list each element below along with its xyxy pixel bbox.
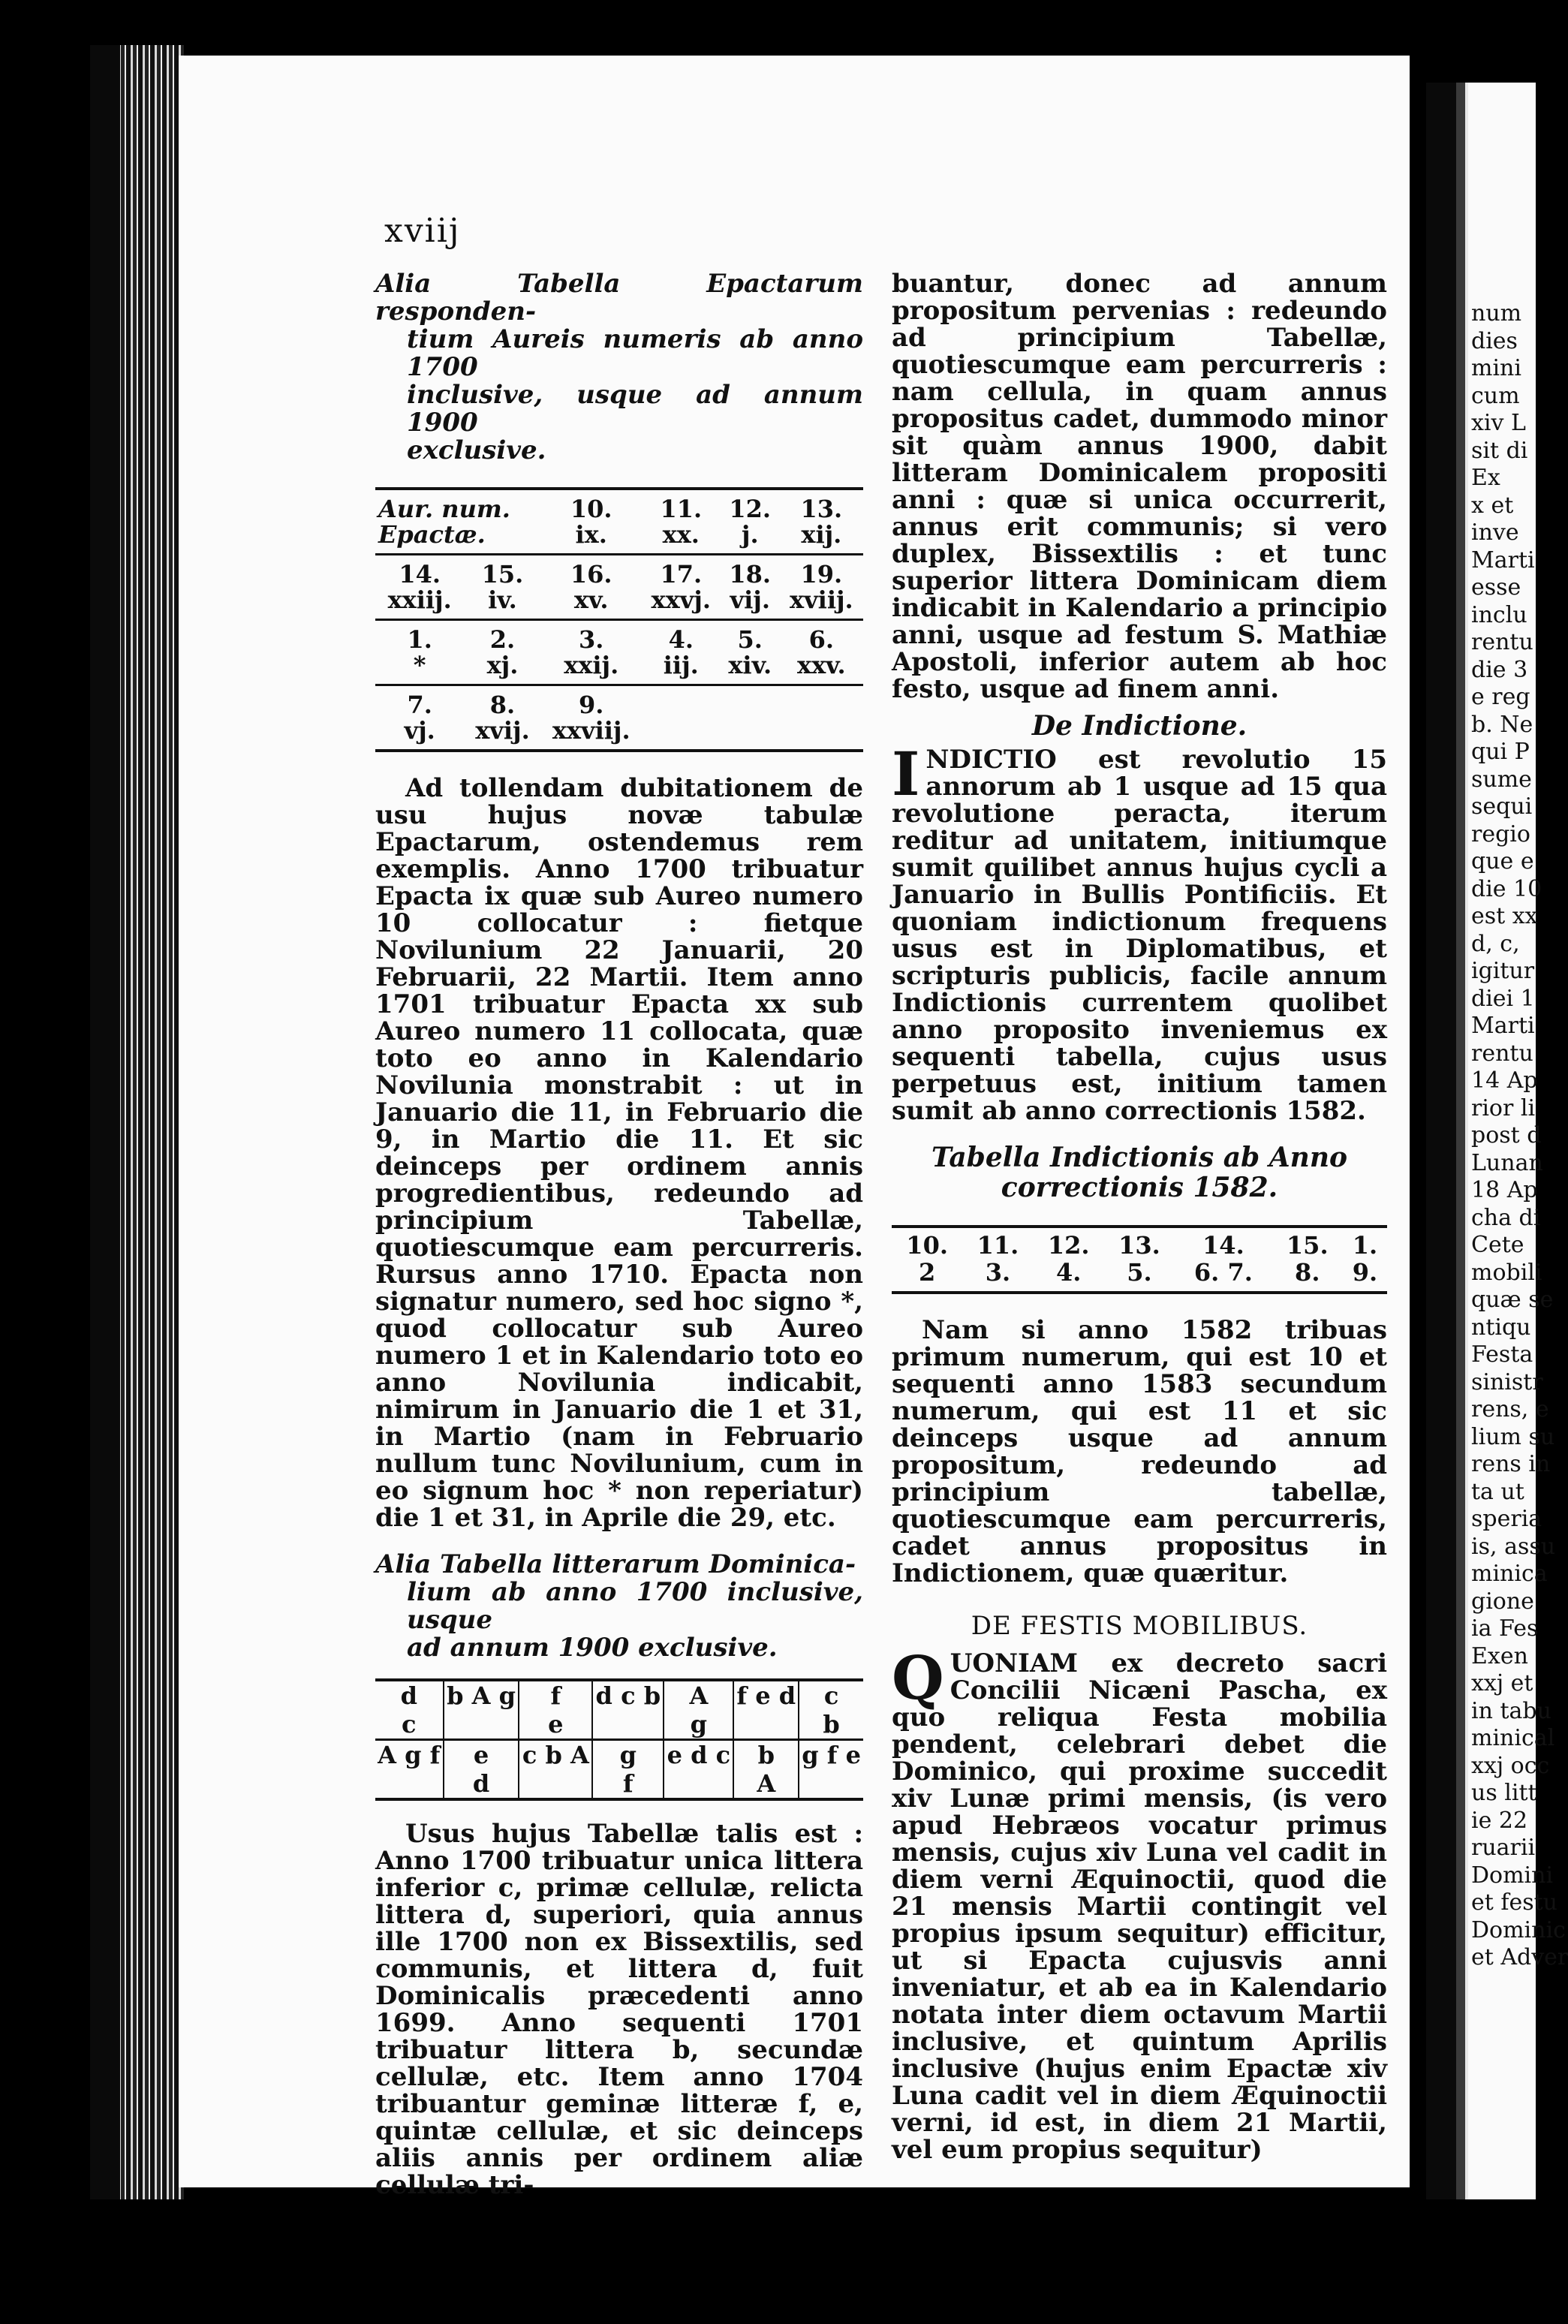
epact-cell: 13. — [800, 495, 843, 523]
epact-cell: xxiij. — [375, 587, 464, 620]
epact-cell: 11. — [660, 495, 703, 523]
epact-cell: 15. — [481, 560, 524, 589]
book-spine-shadow — [90, 45, 120, 2199]
dominical-cell: d c b — [592, 1680, 664, 1710]
facing-page-text-fragment: quæ se — [1471, 1287, 1554, 1313]
facing-page-text-fragment: Cete — [1471, 1232, 1524, 1258]
facing-page-text-fragment: Ex — [1471, 465, 1500, 491]
facing-page-text-fragment: lium su — [1471, 1423, 1555, 1450]
facing-page-text-fragment: Marti — [1471, 1013, 1535, 1039]
facing-page-text-fragment: Dominic — [1471, 1916, 1566, 1943]
epact-cell: xvij. — [475, 716, 530, 745]
facing-page-text-fragment: 14 Ap — [1471, 1067, 1538, 1094]
facing-page-text-fragment: Lunan — [1471, 1149, 1543, 1176]
facing-page-text-fragment: sequi — [1471, 793, 1533, 820]
facing-page-text-fragment: e reg — [1471, 684, 1530, 710]
indiction-cell: 2 — [919, 1258, 936, 1287]
epact-cell: xij. — [780, 522, 863, 555]
epact-cell: 3. — [579, 625, 604, 654]
epact-cell: 12. — [729, 495, 772, 523]
epact-cell: xxv. — [780, 652, 863, 685]
facing-page-text-fragment: speria — [1471, 1506, 1542, 1532]
dominical-cell: A g f — [375, 1740, 444, 1770]
facing-page-text-fragment: post d — [1471, 1122, 1542, 1148]
facing-page-text-fragment: sit di — [1471, 437, 1528, 464]
epact-cell: 6. — [808, 625, 835, 654]
epact-cell: 16. — [570, 560, 612, 589]
facing-page-text-fragment: cum — [1471, 382, 1520, 409]
indiction-cell: 11. — [977, 1231, 1019, 1260]
epact-cell: vij. — [721, 587, 780, 620]
epact-label-aur: Aur. num. — [378, 495, 510, 523]
dominical-cell — [799, 1769, 863, 1799]
facing-page-text-fragment: ta ut — [1471, 1478, 1524, 1505]
dominical-cell: A — [733, 1769, 799, 1799]
facing-page-text-fragment: mini — [1471, 355, 1521, 381]
epact-cell: 10. — [570, 495, 612, 523]
epact-cell: 8. — [489, 691, 516, 719]
indiction-cell: 5. — [1127, 1258, 1152, 1287]
facing-page-text-fragment: 18 Ap — [1471, 1177, 1538, 1203]
facing-page-text-fragment: d, c, — [1471, 930, 1520, 957]
dominical-cell — [519, 1769, 592, 1799]
facing-page-text-fragment: cha di — [1471, 1204, 1541, 1231]
facing-page-text-fragment: qui P — [1471, 739, 1530, 765]
dominical-table-heading: Alia Tabella litterarum Dominica- lium ab anno 1700 inclusive, usque ad annum 1900 exclusive. — [375, 1549, 863, 1663]
page-number: xviij — [384, 212, 461, 250]
indiction-cell: 9. — [1352, 1258, 1378, 1287]
facing-page-text-fragment: minical — [1471, 1725, 1555, 1751]
dominical-cell: A — [664, 1680, 733, 1710]
dominical-cell: g — [592, 1740, 664, 1770]
epact-cell: xiv. — [721, 652, 780, 685]
dominical-cell: e — [444, 1740, 519, 1770]
epact-table — [375, 487, 863, 752]
facing-page-text-fragment: igitur — [1471, 958, 1535, 984]
facing-page-text-fragment: ntiqu — [1471, 1314, 1531, 1341]
dominical-cell: g f e — [802, 1741, 861, 1769]
epact-cell: xxviij. — [552, 716, 631, 745]
epact-cell: 2. — [489, 625, 516, 654]
facing-page-text-fragment: x et — [1471, 492, 1514, 519]
dominical-cell: f — [592, 1769, 664, 1799]
indiction-cell: 6. 7. — [1193, 1258, 1253, 1287]
epact-cell: * — [375, 652, 464, 685]
epact-cell: j. — [721, 522, 780, 555]
facing-page-text-fragment: ie 22 — [1471, 1807, 1528, 1834]
facing-page-text-fragment: xiv L — [1471, 410, 1526, 436]
epact-cell: 5. — [737, 625, 763, 654]
facing-page-text-fragment: minica — [1471, 1561, 1548, 1587]
facing-page-text-fragment: et festu — [1471, 1889, 1557, 1916]
epact-cell: xxvj. — [642, 587, 721, 620]
indiction-cell: 1. — [1352, 1231, 1378, 1260]
facing-page-text-fragment: esse — [1471, 574, 1521, 601]
indiction-cell: 15. — [1286, 1231, 1329, 1260]
indiction-cell: 12. — [1047, 1231, 1090, 1260]
festis-mobilibus-heading: DE FESTIS MOBILIBUS. — [971, 1611, 1308, 1641]
drop-cap-q: Q — [892, 1642, 944, 1713]
dominical-cell: g — [664, 1710, 733, 1740]
dominical-cell — [444, 1710, 519, 1740]
dominical-explanation: Usus hujus Tabellæ talis est : Anno 1700 tribuatur unica littera inferior c, primæ cellulæ, relicta littera d, superiori, quia annus ille 1700 non ex Bissextilis, sed communis, et littera d, fuit Dominicalis præcedenti anno 1699. Anno sequenti 1701 tribuatur littera b, secundæ cellulæ, etc. Item anno 1704 tribuantur geminæ litteræ f, e, quintæ cellulæ, et sic deinceps aliis annis per ordinem aliæ cellulæ tri- — [375, 1819, 863, 2200]
indiction-cell: 8. — [1295, 1258, 1320, 1287]
epact-cell: xv. — [541, 587, 642, 620]
epact-cell: iv. — [464, 587, 540, 620]
facing-page-text-fragment: in tabu — [1471, 1697, 1551, 1724]
dominical-cell: e d c — [664, 1740, 733, 1770]
dominical-cell: b — [733, 1740, 799, 1770]
facing-page-text-fragment: mobili — [1471, 1259, 1542, 1286]
dominical-explanation-continued: buantur, donec ad annum propositum pervenias : redeundo ad principium Tabellæ, quotiescumque eam percurreris : nam cellula, in quam annus propositus cadet, dummodo minor sit quàm annus 1900, dabit litteram Dominicalem propositi anni : quæ si unica occurrerit, annus erit communis; si vero duplex, Bissextilis : et tunc superior littera Dominicam diem indicabit in Kalendario a principio anni, usque ad festum S. Mathiæ Apostoli, inferior autem ab hoc festo, usque ad finem anni. — [892, 269, 1387, 704]
dominical-cell — [664, 1769, 733, 1799]
right-column — [892, 270, 1387, 2163]
festis-mobilibus-text: QUONIAM ex decreto sacri Concilii Nicæni Pascha, ex quo reliqua Festa mobilia pendent, celebrari debet die Dominico, qui proxime succedit xiv Lunæ primi mensis, (is vero apud Hebræos vocatur primus mensis, cujus xiv Luna vel cadit in diem verni Æquinoctii, quod die 21 mensis Martii contingit vel propius ipsum sequitur) efficitur, ut si Epacta cujusvis anni inveniatur, et ab ea in Kalendario notata inter diem octavum Martii inclusive, et quintum Aprilis inclusive (hujus enim Epactæ xiv Luna cadit vel in diem Æquinoctii verni, id est, in diem 21 Martii, vel eum propius sequitur) — [892, 1642, 1387, 2165]
epact-cell: xj. — [464, 652, 540, 685]
facing-page-text-fragment: est xx — [1471, 903, 1538, 929]
epact-cell: xxij. — [541, 652, 642, 685]
facing-page-text-fragment: regio — [1471, 820, 1530, 847]
facing-page-text-fragment: dies — [1471, 327, 1518, 354]
indictione-heading: De Indictione. — [1031, 710, 1247, 742]
epact-cell: 14. — [399, 560, 441, 589]
dominical-cell: c — [823, 1681, 839, 1710]
facing-page-text-fragment: rior li — [1471, 1094, 1536, 1121]
dominical-cell: f — [519, 1680, 592, 1710]
facing-page-text-fragment: sinistr — [1471, 1368, 1543, 1395]
facing-page-text-fragment: Exen — [1471, 1642, 1528, 1669]
drop-cap-i: I — [892, 739, 920, 809]
epact-cell: 4. — [668, 625, 694, 654]
facing-page-text-fragment: et Adver — [1471, 1944, 1568, 1970]
facing-page-text-fragment: rens, e — [1471, 1396, 1549, 1422]
facing-page-text-fragment: ia Fes — [1471, 1615, 1539, 1642]
dominical-cell: f e d — [733, 1680, 799, 1710]
epact-cell: iij. — [642, 652, 721, 685]
facing-page-text-fragment: gione — [1471, 1588, 1534, 1615]
left-column — [375, 270, 863, 2199]
epact-cell: xviij. — [780, 587, 863, 620]
epact-cell: 1. — [407, 625, 432, 654]
facing-page-text-fragment: sume — [1471, 766, 1532, 793]
epact-cell: 7. — [407, 691, 432, 719]
indiction-cell: 4. — [1056, 1258, 1082, 1287]
facing-page-text-fragment: is, assu — [1471, 1533, 1556, 1560]
facing-page-text-fragment: inve — [1471, 519, 1519, 546]
facing-page-fragment — [1426, 83, 1568, 2199]
epact-cell: vj. — [404, 716, 435, 745]
dominical-cell: e — [519, 1710, 592, 1740]
indiction-cell: 14. — [1202, 1231, 1244, 1260]
epact-cell: xx. — [642, 522, 721, 555]
epact-cell: 9. — [579, 691, 604, 719]
epact-explanation: Ad tollendam dubitationem de usu hujus novæ tabulæ Epactarum, ostendemus rem exemplis. Anno 1700 tribuatur Epacta ix quæ sub Aureo numero 10 collocatur : fietque Novilunium 22 Januarii, 20 Februarii, 22 Martii. Item anno 1701 tribuatur Epacta xx sub Aureo numero 11 collocata, quæ toto eo anno in Kalendario Novilunia monstrabit : ut in Januario die 11, in Februario die 9, in Martio die 11. Et sic deinceps per ordinem annis progredientibus, redeundo ad principium Tabellæ, quotiescumque eam percurreris. Rursus anno 1710. Epacta non signatur numero, sed hoc signo *, quod collocatur sub Aureo numero 1 et in Kalendario toto eo anno Novilunia indicabit, nimirum in Januario die 1 et 31, in Martio (nam in Februario nullum tunc Novilunium, cum in eo signum hoc * non reperiatur) die 1 et 31, in Aprile die 29, etc. — [375, 773, 863, 1533]
facing-page-text-fragment: Marti — [1471, 546, 1535, 573]
dominical-cell — [733, 1710, 799, 1740]
epact-label-epactae: Epactæ. — [375, 522, 541, 555]
facing-page-text-fragment: xxj occ — [1471, 1752, 1550, 1779]
dominical-cell: b A g — [444, 1680, 519, 1710]
dominical-cell: c — [375, 1710, 444, 1740]
facing-page-text-fragment: b. Ne — [1471, 711, 1533, 738]
epact-cell: ix. — [541, 522, 642, 555]
facing-page-text-fragment: que e — [1471, 848, 1534, 875]
indictione-text: INDICTIO est revolutio 15 annorum ab 1 usque ad 15 qua revolutione peracta, iterum reditur ad unitatem, initiumque sumit quilibet annus hujus cycli a Januario in Bullis Pontificiis. Et quoniam indictionum frequens usus est in Diplomatibus, et scripturis publicis, facile annum Indictionis currentem quolibet anno proposito inveniemus ex sequenti tabella, cujus usus perpetuus est, initium tamen sumit ab anno correctionis 1582. — [892, 739, 1387, 1126]
facing-page-text-fragment: ruarii — [1471, 1835, 1536, 1861]
dominical-cell: b — [799, 1710, 863, 1740]
facing-page-text-fragment: die 10 — [1471, 875, 1542, 902]
indiction-cell: 10. — [906, 1231, 948, 1260]
facing-page-text-fragment: rens in — [1471, 1451, 1551, 1477]
epact-cell: 18. — [729, 560, 772, 589]
dominical-cell: d — [375, 1680, 444, 1710]
dominical-letters-table — [375, 1678, 863, 1801]
epact-table-heading: Alia Tabella Epactarum responden- tium Aureis numeris ab anno 1700 inclusive, usque ad annum 1900 exclusive. — [375, 269, 863, 465]
facing-page-text-fragment: us litt — [1471, 1780, 1537, 1806]
facing-page-text-fragment: inclu — [1471, 601, 1527, 628]
dominical-cell: d — [444, 1769, 519, 1799]
facing-page-text-fragment: num — [1471, 300, 1522, 327]
indiction-table — [892, 1225, 1387, 1294]
indiction-cell: 3. — [985, 1258, 1011, 1287]
facing-page-text-fragment: xxj et — [1471, 1670, 1533, 1696]
facing-page-text-fragment: Festa — [1471, 1341, 1533, 1368]
dominical-cell — [375, 1769, 444, 1799]
facing-page-text-fragment: rentu — [1471, 1040, 1533, 1067]
facing-page-text-fragment: diei 1 — [1471, 985, 1535, 1012]
indiction-cell: 13. — [1118, 1231, 1160, 1260]
dominical-cell: c b A — [519, 1740, 592, 1770]
indiction-table-heading: Tabella Indictionis ab Anno correctionis 1582. — [931, 1142, 1348, 1203]
facing-page-text-fragment: die 3 — [1471, 656, 1528, 683]
epact-cell: 17. — [660, 560, 703, 589]
epact-cell: 19. — [800, 560, 843, 589]
facing-page-text-fragment: Domini — [1471, 1862, 1554, 1889]
indiction-explanation: Nam si anno 1582 tribuas primum numerum, qui est 10 et sequenti anno 1583 secundum numerum, qui est 11 et sic deinceps usque ad annum propositum, redeundo ad principium tabellæ, quotiescumque eam percurreris, cadet annus propositus in Indictionem, quæ quæritur. — [892, 1315, 1387, 1588]
dominical-cell — [592, 1710, 664, 1740]
facing-page-text-fragment: rentu — [1471, 629, 1533, 655]
